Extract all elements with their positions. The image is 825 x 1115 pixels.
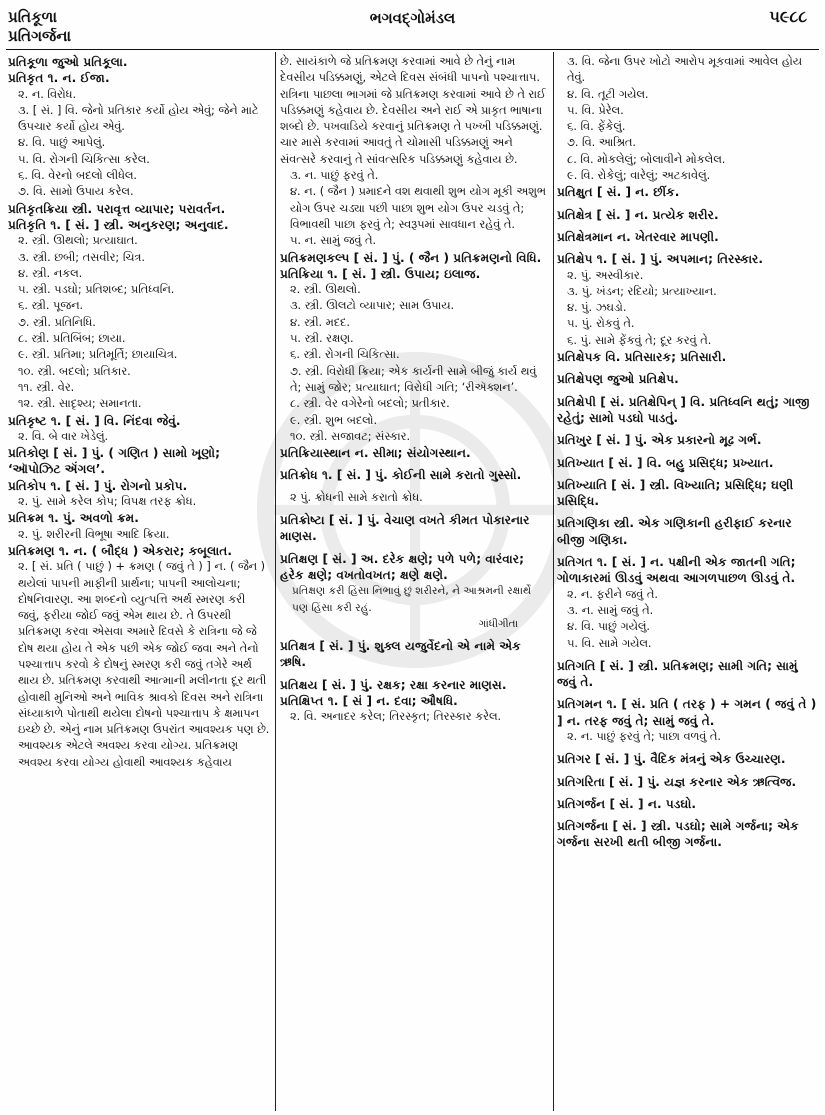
entry-sense: ૧૨. સ્ત્રી. સાદૃશ્ય; સમાનતા. xyxy=(18,397,142,411)
column-1 xyxy=(8,54,270,1109)
page-number: ૫૯૮૮ xyxy=(769,7,807,26)
entry-sense: ૩. [ સં. ] વિ. જેનો પ્રતિકાર કર્યો હોય એવું; જેને માટે ઉપચાર કર્યો હોય એવું. xyxy=(18,103,259,134)
entry-headword: પ્રતિક્રિયા ૧. [ સં. ] સ્ત્રી. ઉપાય; ઇલાજ. xyxy=(280,266,481,281)
entry-headword: પ્રતિખ્યાત [ સં. ] વિ. બહુ પ્રસિદ્ધ; પ્રખ્યાત. xyxy=(557,455,774,470)
entry-sense: ૩. સ્ત્રી. છબી; તસવીર; ચિત્ર. xyxy=(18,250,145,264)
entry-sense: ૭. વિ. આશ્રિત. xyxy=(567,136,637,150)
entry-quotation: પ્રતિક્ષણ કરી હિંસા નિભાવું છું શરીરને, ને આશ્રમની રક્ષાર્થે પણ હિંસા કરી રહું. xyxy=(292,585,532,614)
entry-headword: પ્રતિક્રમણકલ્પ [ સં. ] પું. ( જૈન ) પ્રતિક્રમણનો વિધિ. xyxy=(280,250,542,265)
entry-headword: પ્રતિકૂળા જુઓ પ્રતિકૂલા. xyxy=(8,55,128,69)
entry-sense: ૨. વિ. અનાદર કરેલ; તિરસ્કૃત; તિરસ્કાર કરેલ. xyxy=(290,710,502,724)
entry-headword: પ્રતિકોપ ૧. [ સં. ] પું. રોગનો પ્રકોપ. xyxy=(8,478,188,493)
entry-sense: ૬. સ્ત્રી. પૂજન. xyxy=(18,299,84,313)
entry-headword: પ્રતિક્ષેપી [ સં. પ્રતિક્ષેપિન્ ] વિ. પ્રતિધ્વનિ થતું; ગાજી રહેતું; સામો પડઘો પાડતું. xyxy=(557,394,810,425)
entry-headword: પ્રતિખ્યાતિ [ સં. ] સ્ત્રી. વિખ્યાતિ; પ્રસિદ્ધિ; ઘણી પ્રસિદ્ધિ. xyxy=(557,477,794,509)
entry-sense: ૮. સ્ત્રી. પ્રતિબિંબ; છાયા. xyxy=(18,332,126,346)
entry-headword: પ્રતિગર [ સં. ] પું. વૈદિક મંત્રનું એક ઉચ્ચારણ. xyxy=(557,752,786,767)
entry-sense: ૨. વિ. બે વાર ખેડેલું. xyxy=(18,429,109,443)
entry-headword: પ્રતિક્ષુત [ સં. ] ન. છીંક. xyxy=(557,185,680,200)
entry-headword: પ્રતિક્ષત્ર [ સં. ] પું. શુક્લ યજુર્વેદનો એ નામે એક ઋષિ. xyxy=(280,639,521,670)
entry-continuation: છે. સાયંકાળે જે પ્રતિક્રમણ કરવામાં આવે છે તેનું નામ દેવસીય પડિક્કમણું, એટલે દિવસ સંબંધી પાપનો પશ્ચાત્તાપ. રાત્રિના પાછલા ભાગમાં જે પ્રતિક્રમણ કરવામાં આવે છે તે રાઈ પડિક્કમણું કહેવાય છે. દેવસીય અને રાઈ એ પ્રાકૃત ભાષાના શબ્દો છે. પખવાડિયે કરવાનું પ્રતિક્રમણ તે પખ્ખી પડિક્કમણું. ચાર માસે કરવામાં આવતું તે ચોમાસી પડિક્કમણું અને સંવત્સરે કરવાનું તે સાંવત્સરિક પડિક્કમણું કહેવાય છે. xyxy=(280,55,546,166)
entry-sense: ૪. વિ. પાછું આપેલું. xyxy=(18,136,106,150)
entry-headword: પ્રતિખુર [ સં. ] પું. એક પ્રકારનો મૂઢ ગર્ભ. xyxy=(557,433,762,448)
entry-sense: ૯. વિ. રોકેલું; વારેલું; અટકાવેલું. xyxy=(567,169,711,183)
entry-sense: ૪. વિ. પાછું ગયેલું. xyxy=(567,620,651,634)
entry-sense: ૨ પું. ક્રોધની સામે કરાતો ક્રોધ. xyxy=(290,490,423,504)
entry-headword: પ્રતિગર્જના [ સં. ] સ્ત્રી. પડઘો; સામે ગર્જના; એક ગર્જના સરખી થતી બીજી ગર્જના. xyxy=(557,819,799,850)
column-2 xyxy=(280,54,548,1109)
entry-sense: ૬. વિ. વેરનો બદલો લીધેલ. xyxy=(18,169,138,183)
entry-sense: ૧૧. સ્ત્રી. વેર. xyxy=(18,380,75,394)
entry-sense: ૪. સ્ત્રી. મદદ. xyxy=(290,315,350,329)
entry-sense: ૮. વિ. મોકલેલું; બોલાવીને મોકલેલ. xyxy=(567,152,726,166)
entry-sense: ૬. પું. સામે ફેંકવું તે; દૂર કરવું તે. xyxy=(567,333,712,347)
entry-sense: ૫. વિ. પ્રેરેલ. xyxy=(567,103,624,117)
entry-sense: ૫. પું. રોકવું તે. xyxy=(567,317,635,331)
entry-sense: ૫. સ્ત્રી. રક્ષણ. xyxy=(290,332,354,346)
entry-headword: પ્રતિક્રોષ્ટા [ સં. ] પું. વેચાણ વખતે કીમત પોકારનાર માણસ. xyxy=(280,513,530,544)
entry-sense: ૨. પું. અસ્વીકાર. xyxy=(567,268,644,282)
entry-sense: ૪. પું. ઝઘડો. xyxy=(567,301,627,315)
entry-sense: ૪. વિ. તૂટી ગયેલ. xyxy=(567,87,649,101)
entry-headword: પ્રતિગર્જન [ સં. ] ન. પડઘો. xyxy=(557,796,697,811)
entry-headword: પ્રતિક્ષેપક વિ. પ્રતિસારક; પ્રતિસારી. xyxy=(557,350,727,365)
entry-headword: પ્રતિક્રમ ૧. પું. અવળો ક્રમ. xyxy=(8,511,139,526)
entry-sense: ૧૦. સ્ત્રી. બદલો; પ્રતિકાર. xyxy=(18,364,131,378)
entry-sense: ૨. ન. વિરોધ. xyxy=(18,87,77,101)
book-title: ભગવદ્ગોમંડલ xyxy=(369,9,456,27)
entry-sense: ૬. સ્ત્રી. રોગની ચિકિત્સા. xyxy=(290,348,400,362)
entry-headword: પ્રતિક્ષિપ્ત ૧. [ સં ] ન. દવા; ઔષધિ. xyxy=(280,693,458,708)
entry-sense: ૭. વિ. સામો ઉપાય કરેલ. xyxy=(18,185,134,199)
entry-sense: ૫. વિ. રોગની ચિકિત્સા કરેલ. xyxy=(18,152,150,166)
entry-headword: પ્રતિકૃષ્ટ ૧. [ સં. ] વિ. નિંદવા જેવું. xyxy=(8,413,181,428)
column-3 xyxy=(557,54,819,1109)
entry-sense: ૩. સ્ત્રી. ઊલટો વ્યાપાર; સામ ઉપાય. xyxy=(290,299,455,313)
entry-sense: ૨. સ્ત્રી. ઊથલો; પ્રત્યાઘાત. xyxy=(18,234,138,248)
entry-headword: પ્રતિકૃત ૧. ન. ઈજા. xyxy=(8,71,110,86)
entry-sense: ૪. સ્ત્રી. નકલ. xyxy=(18,266,83,280)
entry-sense: ૨. પું. સામે કરેલ કોપ; વિપક્ષ તરફ ક્રોધ. xyxy=(18,495,197,509)
entry-headword: પ્રતિક્રમણ ૧. ન. ( બૌદ્ધ ) એકરાર; કબૂલાત. xyxy=(8,543,233,558)
entry-sense: ૨. [ સં. પ્રતિ ( પાછું ) + ક્રમણ ( જવું તે ) ] ન. ( જૈન ) થયેલાં પાપની માફીની પ્રાર્થના; પાપની આલોચના; દોષનિવારણ. આ શબ્દનો વ્યુત્પત્તિ અર્થ સ્મરણ કરી જવું, ફરીયા જોઈ જવું એમ થાય છે. તે ઉપરથી પ્રતિક્રમણ કરવા એસવા અમારે દિવસે કે રાત્રિના જે જે દોષ થયા હોય તે એક પછી એક જોઈ જવા અને તેનો પશ્ચાત્તાપ કરવો કે દોષનું સ્મરણ કરી જવું તગેરે અર્થ થાય છે. પ્રતિક્રમણ કરવાથી આત્માની મલીનતા દૂર થતી હોવાથી મુનિઓ અને ભાવિક શ્રાવકો દિવસ અને રાત્રિના સંધ્યાકાળે પોતાથી થયેલા દોષનો પશ્ચાત્તાપ કે ક્ષમાપન ઇચ્છે છે. એનું નામ પ્રતિક્રમણ ઉપરાંત આવશ્યક પણ છે. આવશ્યક એટલે અવશ્ય કરવા યોગ્ય. પ્રતિક્રમણ અવશ્ય કરવા યોગ્ય હોવાથી આવશ્યક કહેવાય xyxy=(18,560,270,769)
entry-headword: પ્રતિક્ષણ [ સં. ] અ. દરેક ક્ષણે; પળે પળે; વારંવાર; હરેક ક્ષણે; વખતોવખત; ક્ષણે ક્ષણે. xyxy=(280,551,524,582)
entry-sense: ૫. વિ. સામે ગયેલ. xyxy=(567,636,652,650)
entry-headword: પ્રતિગણિકા સ્ત્રી. એક ગણિકાની હરીફાઈ કરનાર બીજી ગણિકા. xyxy=(557,516,792,547)
entry-sense: ૫. ન. સામું જવું તે. xyxy=(290,234,377,248)
entry-headword: પ્રતિક્ષેત્ર [ સં. ] ન. પ્રત્યેક શરીર. xyxy=(557,207,719,222)
page-header xyxy=(0,0,825,52)
entry-headword: પ્રતિક્રિયાસ્થાન ન. સીમા; સંયોગસ્થાન. xyxy=(280,446,471,461)
entry-sense: ૪. ન. ( જૈન ) પ્રમાદને વશ થવાથી શુભ યોગ મૂકી અશુભ યોગ ઉપર ચડ્યા પછી પાછા શુભ યોગ ઉપર ચડવું તે; વિભાવથી પાછા ફરવું તે; સ્વરૂપમાં સાવધાન રહેવું તે. xyxy=(290,185,546,231)
entry-sense: ૯. સ્ત્રી. પ્રતિમા; પ્રતિમૂર્તિ; છાયાચિત્ર. xyxy=(18,348,178,362)
entry-sense: ૩. વિ. જેના ઉપર ખોટો આરોપ મૂકવામાં આવેલ હોય તેવું. xyxy=(567,55,803,85)
entry-sense: ૫. સ્ત્રી. પડઘો; પ્રતિશબ્દ; પ્રતિધ્વનિ. xyxy=(18,283,175,297)
entry-sense: ૬. વિ. ફેંકેલું. xyxy=(567,120,626,134)
column-divider xyxy=(275,52,276,1111)
entry-headword: પ્રતિગરિતા [ સં. ] પું. યજ્ઞ કરનાર એક ઋત્વિજ. xyxy=(557,774,797,789)
entry-sense: ૨. સ્ત્રી. ઊથલો. xyxy=(290,283,361,297)
entry-headword: પ્રતિકૃતક્રિયા સ્ત્રી. પરાવૃત્ત વ્યાપાર; પરાવર્તન. xyxy=(8,201,226,216)
header-rule xyxy=(6,49,819,50)
entry-sense: ૩. ન. સામું જવું તે. xyxy=(567,603,654,617)
entry-sense: ૩. પું. ખંડન; રદિયો; પ્રત્યાખ્યાન. xyxy=(567,284,717,298)
entry-sense: ૨. ન. ફરીને જવું તે. xyxy=(567,587,658,601)
entry-sense: ૧૦. સ્ત્રી. સજાવટ; સંસ્કાર. xyxy=(290,429,411,443)
column-divider xyxy=(553,52,554,1111)
entry-sense: ૨. ન. પાછું ફરવું તે; પાછા વળવું તે. xyxy=(567,729,722,743)
entry-headword: પ્રતિક્ષય [ સં. ] પું. રક્ષક; રક્ષા કરનાર માણસ. xyxy=(280,677,507,692)
entry-headword: પ્રતિગત ૧. [ સં. ] ન. પક્ષીની એક જાતની ગતિ; ગોળાકારમાં ઊડવું અથવા આગળપાછળ ઊડવું તે. xyxy=(557,555,796,586)
entry-headword: પ્રતિક્ષેપણ જુઓ પ્રતિક્ષેપ. xyxy=(557,372,679,387)
entry-headword: પ્રતિગમન ૧. [ સં. પ્રતિ ( તરફ ) + ગમન ( જવું તે ) ] ન. તરફ જવું તે; સામું જવું તે. xyxy=(557,697,817,728)
entry-headword: પ્રતિક્રોધ ૧. [ સં. ] પું. કોઈની સામે કરાતો ગુસ્સો. xyxy=(280,468,522,483)
entry-sense: ૭. સ્ત્રી. પ્રતિનિધિ. xyxy=(18,315,96,329)
entry-sense: ૨. પું. શરીરની વિભૂષા આદિ ક્રિયા. xyxy=(18,527,170,541)
entry-sense: ૯. સ્ત્રી. શુભ બદલો. xyxy=(290,413,378,427)
entry-sense: ૩. ન. પાછું ફરવું તે. xyxy=(290,169,379,183)
entry-headword: પ્રતિગતિ [ સં. ] સ્ત્રી. પ્રતિક્રમણ; સામી ગતિ; સામું જવું તે. xyxy=(557,658,798,690)
entry-sense: ૭. સ્ત્રી. વિરોધી ક્રિયા; એક કાર્યની સામે બીજું કાર્ય થવું તે; સામું જોર; પ્રત્યાઘાત; વિરોધી ગતિ; ‘રીઍક્શન’. xyxy=(290,364,537,394)
entry-headword: પ્રતિક્ષેપ ૧. [ સં. ] પું. અપમાન; તિરસ્કાર. xyxy=(557,252,763,267)
quotation-source: ગાંધીગીતા xyxy=(478,617,518,630)
entry-headword: પ્રતિક્ષેત્રમાન ન. ખેતરવાર માપણી. xyxy=(557,229,719,244)
guide-word-first: પ્રતિકૂળા xyxy=(8,8,58,26)
entry-headword: પ્રતિકોણ [ સં. ] પું. ( ગણિત ) સામો ખૂણો; ‘ઑપોઝિટ ઍંગલ’. xyxy=(8,446,220,477)
entry-sense: ૮. સ્ત્રી. વેર વગેરેનો બદલો; પ્રતીકાર. xyxy=(290,397,450,411)
guide-word-last: પ્રતિગર્જના xyxy=(8,27,72,45)
entry-headword: પ્રતિકૃતિ ૧. [ સં. ] સ્ત્રી. અનુકરણ; અનુવાદ. xyxy=(8,217,229,232)
